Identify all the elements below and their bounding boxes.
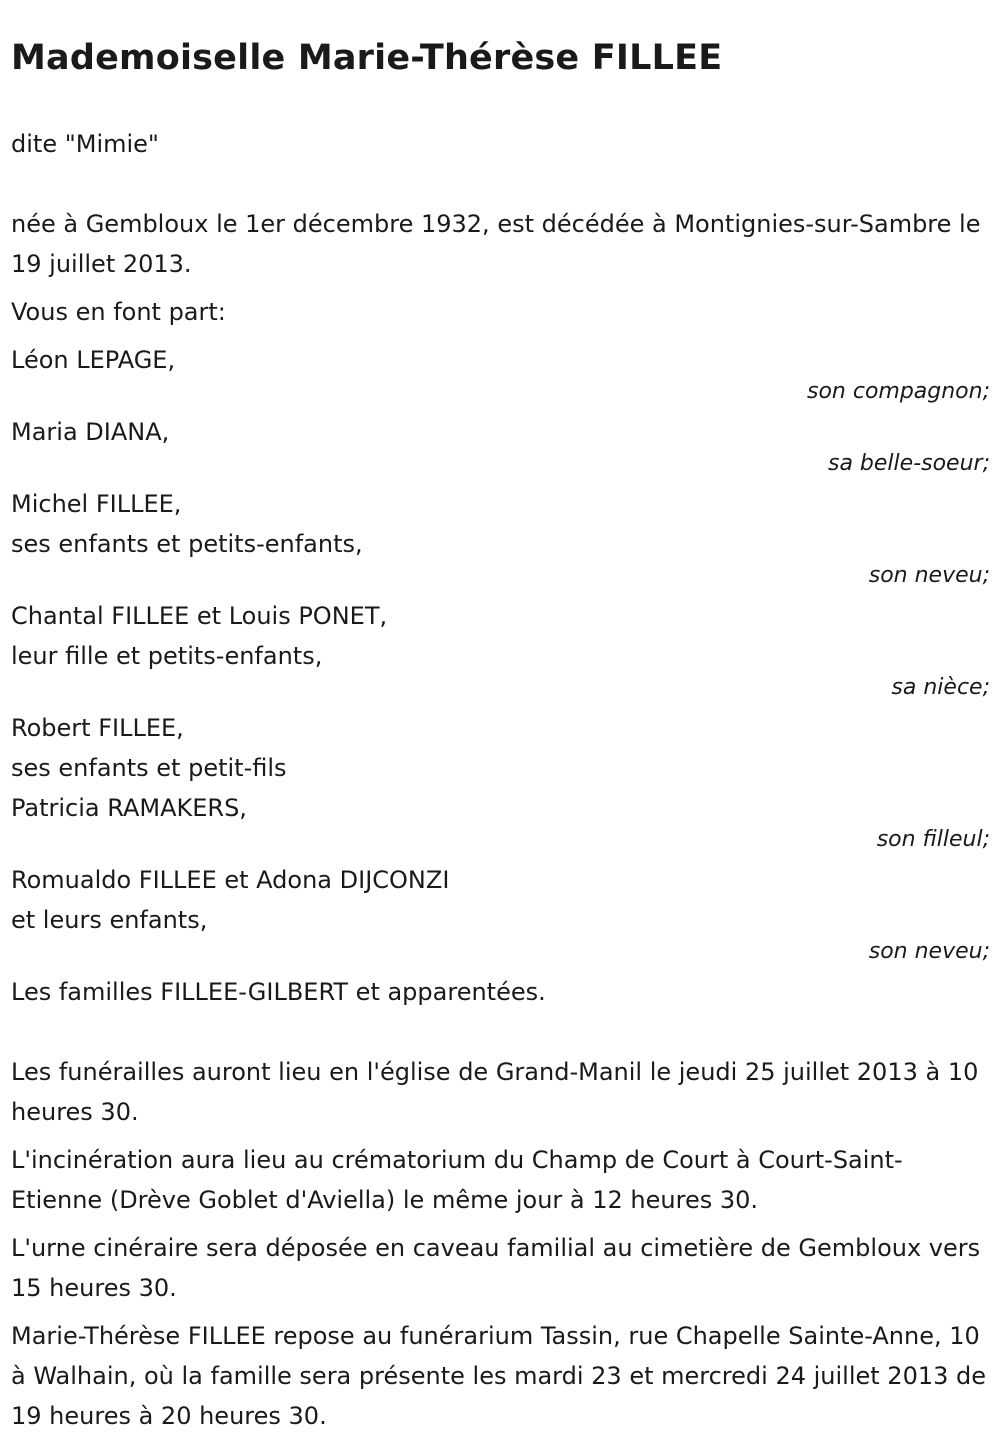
- mourner-line: ses enfants et petits-enfants,: [11, 530, 363, 558]
- mourner-line: et leurs enfants,: [11, 906, 208, 934]
- page-title: Mademoiselle Marie-Thérèse FILLEE: [11, 38, 723, 78]
- mourner-entry: [11, 860, 990, 964]
- mourners-list: [11, 340, 990, 964]
- mourner-entry: [11, 484, 990, 588]
- urn-paragraph: L'urne cinéraire sera déposée en caveau familial au cimetière de Gembloux vers 15 heures 30.: [11, 1234, 981, 1302]
- mourner-entry: [11, 596, 990, 700]
- mourner-line: Léon LEPAGE,: [11, 346, 176, 374]
- repose-paragraph: Marie-Thérèse FILLEE repose au funérarium Tassin, rue Chapelle Sainte-Anne, 10 à Walhain, où la famille sera présente les mardi 23 et mercredi 24 juillet 2013 de 19 heures à 20 heures 30.: [11, 1322, 986, 1430]
- mourner-line: Robert FILLEE,: [11, 714, 184, 742]
- announcement-intro: Vous en font part:: [11, 298, 226, 326]
- funeral-paragraph: Les funérailles auront lieu en l'église de Grand-Manil le jeudi 25 juillet 2013 à 10 heures 30.: [11, 1058, 979, 1126]
- mourner-line: Patricia RAMAKERS,: [11, 794, 247, 822]
- mourner-line: leur fille et petits-enfants,: [11, 642, 323, 670]
- birth-death-notice: née à Gembloux le 1er décembre 1932, est décédée à Montignies-sur-Sambre le 19 juillet 2013.: [11, 210, 981, 278]
- mourner-entry: [11, 412, 990, 476]
- mourner-line: ses enfants et petit-fils: [11, 754, 287, 782]
- mourner-line: Romualdo FILLEE et Adona DIJCONZI: [11, 866, 450, 894]
- mourner-line: Maria DIANA,: [11, 418, 170, 446]
- mourner-role: son compagnon;: [806, 379, 990, 404]
- mourner-entry: [11, 708, 990, 852]
- mourner-role: son filleul;: [876, 827, 990, 852]
- families-line: Les familles FILLEE-GILBERT et apparentées.: [11, 978, 546, 1006]
- mourner-role: son neveu;: [868, 939, 990, 964]
- mourner-entry: [11, 340, 990, 404]
- mourner-line: Michel FILLEE,: [11, 490, 182, 518]
- mourner-role: sa nièce;: [891, 675, 990, 700]
- cremation-paragraph: L'incinération aura lieu au crématorium du Champ de Court à Court-Saint-Etienne (Drève Goblet d'Aviella) le même jour à 12 heures 30.: [11, 1146, 903, 1214]
- mourner-line: Chantal FILLEE et Louis PONET,: [11, 602, 388, 630]
- nickname: dite "Mimie": [11, 130, 159, 158]
- mourner-role: sa belle-soeur;: [828, 451, 990, 476]
- mourner-role: son neveu;: [868, 563, 990, 588]
